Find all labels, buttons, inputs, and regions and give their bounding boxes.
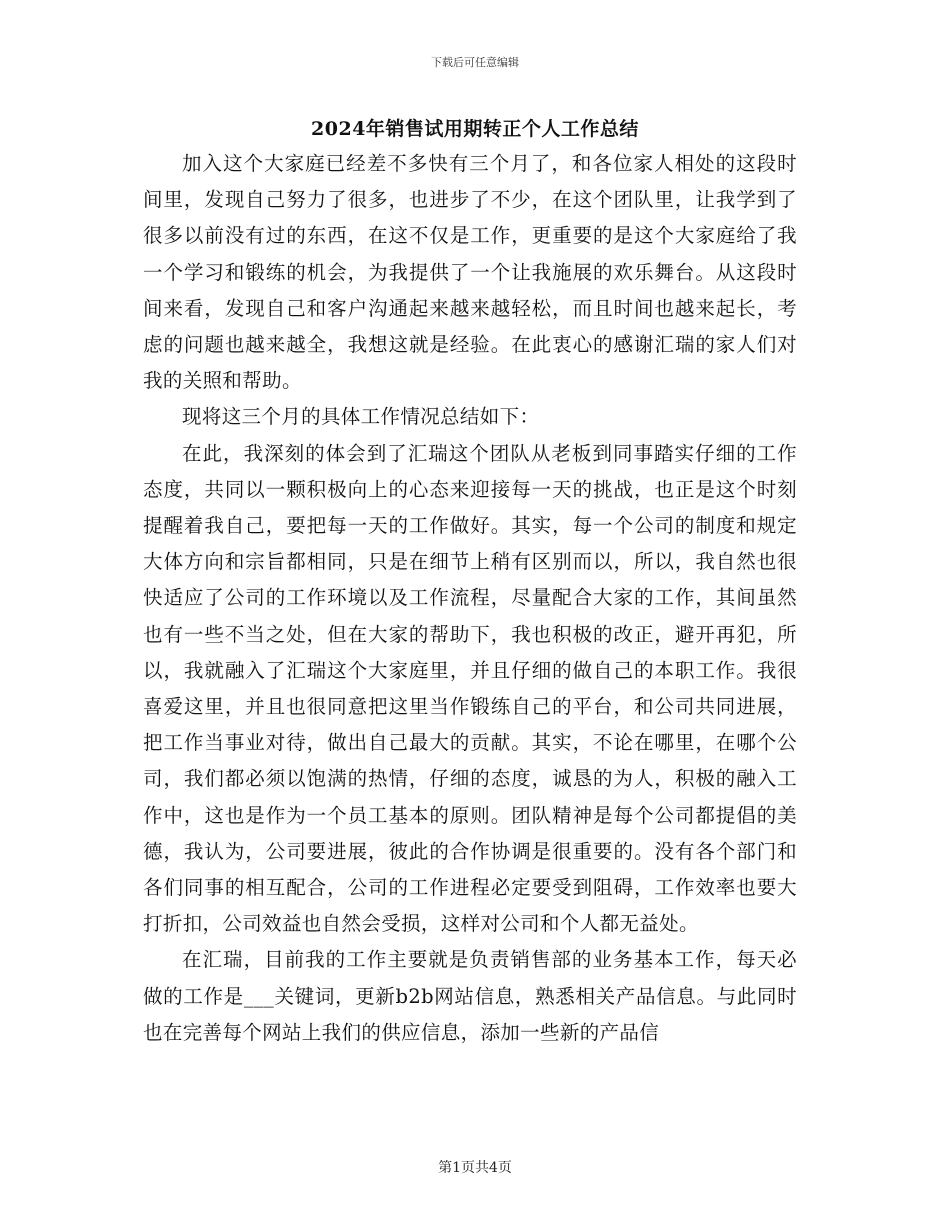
paragraph-intro: 加入这个大家庭已经差不多快有三个月了，和各位家人相处的这段时间里，发现自己努力了很多，也进步了不少，在这个团队里，让我学到了很多以前没有过的东西，在这不仅是工作，更重要的是这个大家庭给了我一个学习和锻练的机会，为我提供了一个让我施展的欢乐舞台。从这段时间来看，发现自己和客户沟通起来越来越轻松，而且时间也越来起长，考虑的问题也越来越全，我想这就是经验。在此衷心的感谢汇瑞的家人们对我的关照和帮助。 [143,152,797,393]
paragraph-current-work: 在汇瑞，目前我的工作主要就是负责销售部的业务基本工作，每天必做的工作是___关键词，更新b2b网站信息，熟悉相关产品信息。与此同时也在完善每个网站上我们的供应信息，添加一些新的产品信 [143,948,797,1044]
page-header-note: 下载后可任意编辑 [431,56,519,69]
document-body [143,146,797,1051]
document-title: 2024年销售试用期转正个人工作总结 [311,118,639,140]
paragraph-summary-lead: 现将这三个月的具体工作情况总结如下： [182,405,540,429]
page-number: 第1页共4页 [438,1160,512,1176]
paragraph-team-attitude: 在此，我深刻的体会到了汇瑞这个团队从老板到同事踏实仔细的工作态度，共同以一颗积极向上的心态来迎接每一天的挑战，也正是这个时刻提醒着我自己，要把每一天的工作做好。其实，每一个公司的制度和规定大体方向和宗旨都相同，只是在细节上稍有区别而以，所以，我自然也很快适应了公司的工作环境以及工作流程，尽量配合大家的工作，其间虽然也有一些不当之处，但在大家的帮助下，我也积极的改正，避开再犯，所以，我就融入了汇瑞这个大家庭里，并且仔细的做自己的本职工作。我很喜爱这里，并且也很同意把这里当作锻练自己的平台，和公司共同进展，把工作当事业对待，做出自己最大的贡献。其实，不论在哪里，在哪个公司，我们都必须以饱满的热情，仔细的态度，诚恳的为人，积极的融入工作中，这也是作为一个员工基本的原则。团队精神是每个公司都提倡的美德，我认为，公司要进展，彼此的合作协调是很重要的。没有各个部门和各们同事的相互配合，公司的工作进程必定要受到阻碍，工作效率也要大打折扣，公司效益也自然会受损，这样对公司和个人都无益处。 [143,441,797,936]
